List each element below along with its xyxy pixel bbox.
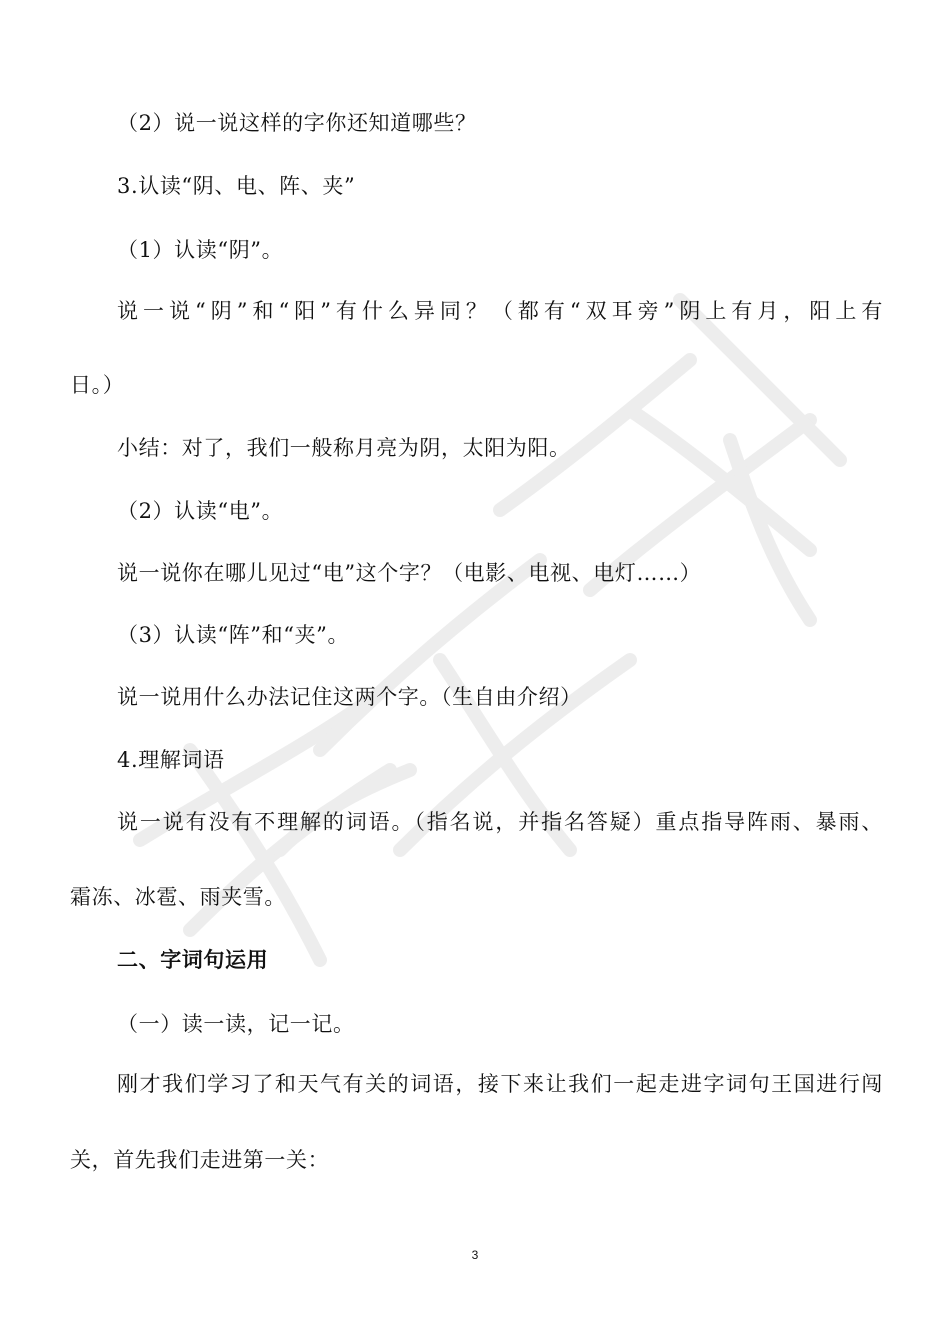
text-line-weather-words: 霜冻、冰雹、雨夹雪。 [70,885,286,909]
text-line-1: （2）说一说这样的字你还知道哪些？ [117,111,477,135]
page-number: 3 [471,1248,479,1262]
subheading-recognize-zhen-jia: （3）认读“阵”和“夹”。 [117,623,350,647]
subheading-read-and-remember: （一）读一读，记一记。 [117,1012,355,1036]
section-title-word-sentence-use: 二、字词句运用 [117,947,269,972]
text-line-where-seen-dian: 说一说你在哪儿见过“电”这个字？（电影、电视、电灯……） [117,561,702,585]
text-line-enter-word-kingdom: 刚才我们学习了和天气有关的词语，接下来让我们一起走进字词句王国进行闯 [117,1072,883,1096]
section-heading-understand-words: 4.理解词语 [117,748,225,772]
text-line-continuation-ri: 日。） [70,373,125,397]
text-line-unfamiliar-words: 说一说有没有不理解的词语。（指名说，并指名答疑）重点指导阵雨、暴雨、 [117,810,883,834]
watermark-graphic [70,230,910,990]
text-line-memory-method: 说一说用什么办法记住这两个字。（生自由介绍） [117,685,582,709]
text-line-summary: 小结：对了，我们一般称月亮为阴，太阳为阳。 [117,436,571,460]
text-line-first-level: 关，首先我们走进第一关： [70,1148,330,1172]
section-heading-recognize-characters: 3.认读“阴、电、阵、夹” [117,174,356,198]
subheading-recognize-dian: （2）认读“电”。 [117,499,284,523]
subheading-recognize-yin: （1）认读“阴”。 [117,238,284,262]
text-line-compare-yin-yang: 说一说“阴”和“阳”有什么异同？（都有“双耳旁”阴上有月，阳上有 [117,299,883,323]
